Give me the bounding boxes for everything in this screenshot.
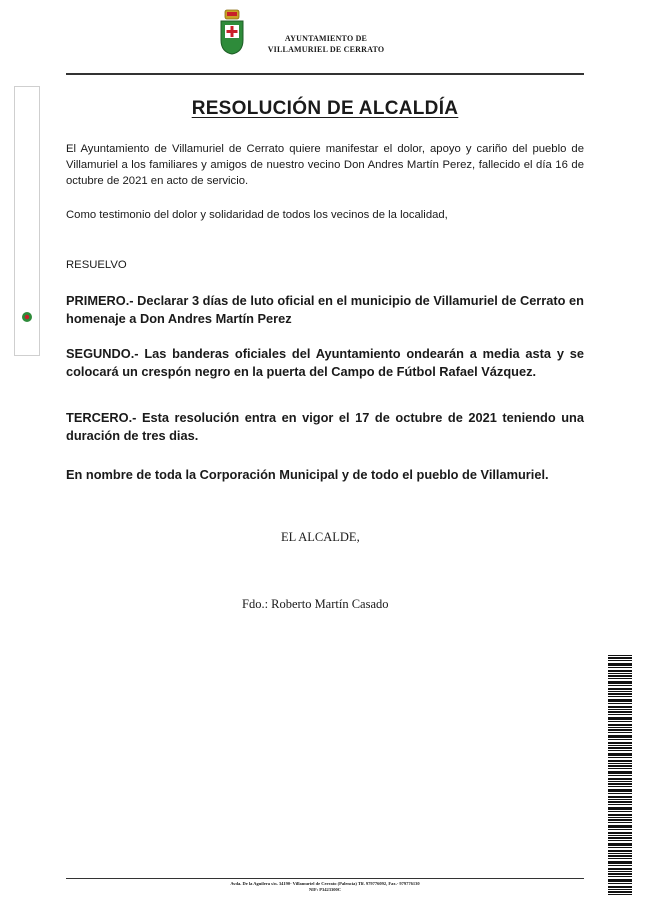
signer-name: Fdo.: Roberto Martín Casado: [242, 597, 389, 611]
primero-paragraph: [66, 292, 584, 328]
stamp-fine-print: [18, 207, 28, 357]
barcode-fine-print: [632, 655, 646, 895]
stamp-logo-icon: [21, 311, 33, 323]
left-margin-stamp: [14, 86, 40, 356]
header-divider: [66, 73, 584, 75]
organization-name: [256, 33, 396, 55]
municipal-crest-icon: [218, 8, 246, 56]
footer-line-1: Avda. De la Aguilera s/n. 34190- Villamuriel de Cerrato (Palencia) Tlf. 979776092, Fax.- 979776130: [230, 881, 420, 886]
org-line-2: VILLAMURIEL DE CERRATO: [267, 45, 385, 54]
org-line-1: AYUNTAMIENTO DE: [284, 34, 368, 43]
tercero-lead: TERCERO.-: [66, 410, 137, 425]
testimony-paragraph: Como testimonio del dolor y solidaridad de todos los vecinos de la localidad,: [66, 209, 448, 221]
primero-text: Declarar 3 días de luto oficial en el municipio de Villamuriel de Cerrato en homenaje a Don Andres Martín Perez: [66, 293, 584, 326]
footer-address: [66, 881, 584, 893]
segundo-lead: SEGUNDO.-: [66, 346, 139, 361]
footer-divider: [66, 878, 584, 879]
segundo-text: Las banderas oficiales del Ayuntamiento ondearán a media asta y se colocará un crespón negro en la puerta del Campo de Fútbol Rafael Vázquez.: [66, 346, 584, 379]
signer-role: EL ALCALDE,: [281, 530, 360, 544]
closing-paragraph: En nombre de toda la Corporación Municipal y de todo el pueblo de Villamuriel.: [66, 467, 549, 482]
segundo-paragraph: [66, 345, 584, 381]
tercero-paragraph: [66, 409, 584, 445]
resuelvo-label: RESUELVO: [66, 259, 127, 271]
footer-line-2: NIF: P3423300C: [308, 887, 342, 892]
tercero-text: Esta resolución entra en vigor el 17 de octubre de 2021 teniendo una duración de tres dias.: [66, 410, 584, 443]
barcode-icon: [608, 655, 632, 895]
intro-paragraph: El Ayuntamiento de Villamuriel de Cerrato quiere manifestar el dolor, apoyo y cariño del pueblo de Villamuriel a los familiares y amigos de nuestro vecino Don Andres Martín Perez, fallecido el día 16 de octubre de 2021 en acto de servicio.: [66, 143, 584, 187]
document-title: RESOLUCIÓN DE ALCALDÍA: [191, 98, 459, 119]
primero-lead: PRIMERO.-: [66, 293, 134, 308]
